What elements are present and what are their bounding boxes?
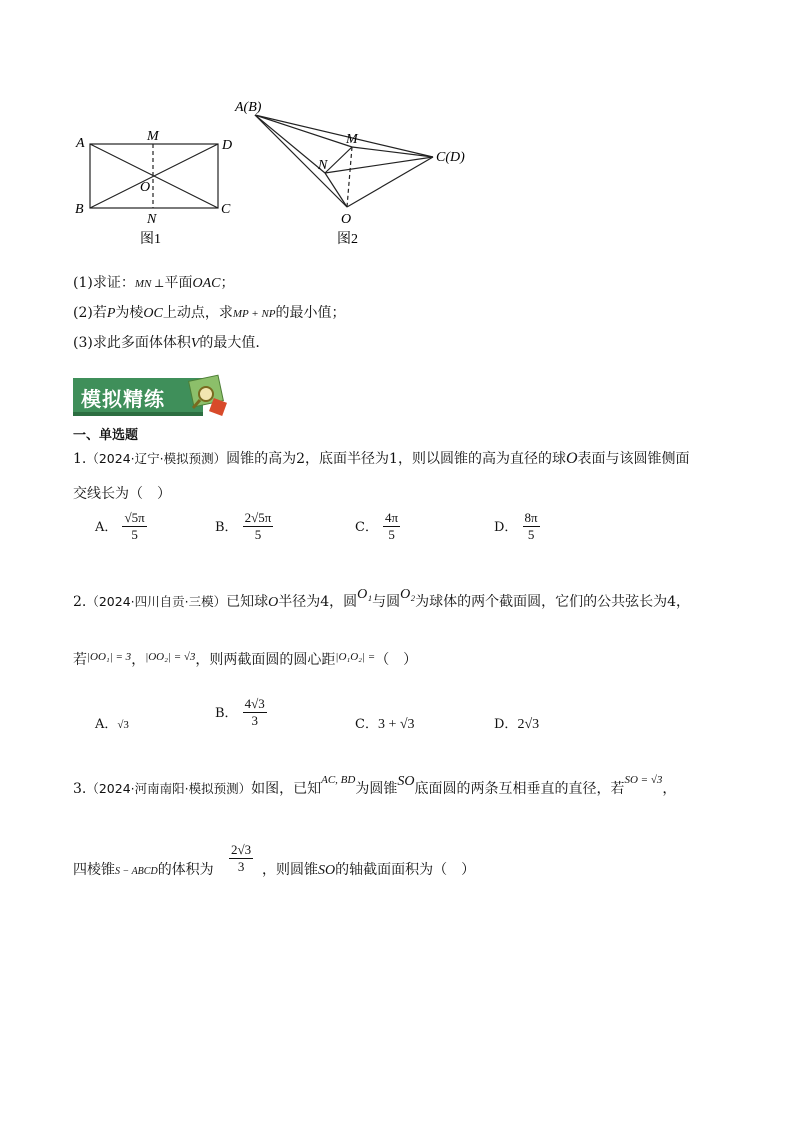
fig2-label-m: M (346, 132, 358, 147)
q2-option-b-fraction: $\frac{4√3}{3}$ (244, 696, 265, 728)
q1-option-b[interactable]: B． $\frac{2√5\pi}{5}$ (215, 510, 272, 542)
fig2-label-n: N (318, 158, 328, 173)
q2-option-d[interactable]: D．2√3 (494, 717, 540, 732)
fig1-label-d: D (222, 138, 233, 153)
fig2-label-o: O (341, 212, 352, 227)
fig1-label-c: C (221, 202, 231, 217)
fig2-label-cd: C(D) (436, 150, 465, 165)
fig2-caption: 图2 (337, 232, 358, 247)
practice-banner (73, 374, 235, 420)
question-part-3: (3)求此多面体体积V的最大值. (73, 335, 260, 351)
figure-1 (70, 125, 240, 250)
fig2-edge-ao (255, 115, 347, 207)
question-3-line-2-end: ，则圆锥SO的轴截面面积为（ ） (262, 862, 476, 878)
fig1-label-o: O (140, 180, 151, 195)
q2-option-b[interactable]: B． $\frac{4√3}{3}$ (215, 696, 265, 728)
section-title: 一、单选题 (73, 428, 139, 443)
fig1-label-m: M (147, 129, 159, 144)
figure-2 (230, 95, 480, 250)
question-3-line-2: 四棱锥S − ABCD的体积为 (73, 862, 214, 878)
q1-option-d[interactable]: D． $\frac{8\pi}{5}$ (494, 510, 538, 542)
q3-volume-fraction: $\frac{2√3}{3}$ (231, 842, 252, 874)
fig2-edge-mc (352, 147, 433, 157)
question-3-line-1: 3.（2024·河南南阳·模拟预测）如图，已知$^{AC, BD}$为圆锥SO底面圆的两条互相垂直的直径，若$^{SO = √3}$， (73, 774, 677, 797)
question-1-line-2: 交线长为（ ） (73, 486, 171, 502)
fig2-edge-acd (255, 115, 433, 157)
fig2-label-ab: A(B) (235, 100, 262, 115)
q1-option-a[interactable]: A． $\frac{√5\pi}{5}$ (95, 510, 145, 542)
q1-option-c[interactable]: C． $\frac{4\pi}{5}$ (355, 510, 399, 542)
question-part-1: (1)求证：MN ⊥平面OAC； (73, 275, 235, 291)
banner-title: 模拟精练 (81, 387, 165, 411)
q2-option-a[interactable]: A．√3 (95, 717, 129, 732)
fig2-edge-oc (347, 157, 433, 207)
q1-option-d-fraction: $\frac{8\pi}{5}$ (524, 510, 538, 542)
question-part-2: (2)若P为棱OC上动点，求MP + NP的最小值； (73, 305, 346, 321)
fig1-caption: 图1 (140, 232, 161, 247)
question-1-line-1: 1.（2024·辽宁·模拟预测）圆锥的高为2，底面半径为1，则以圆锥的高为直径的球O表面与该圆锥侧面 (73, 450, 690, 467)
fig1-label-b: B (75, 202, 84, 217)
fig2-edge-am (255, 115, 352, 147)
q1-option-a-fraction: $\frac{√5\pi}{5}$ (124, 510, 145, 542)
fig1-label-n: N (147, 212, 157, 227)
fig2-edge-nc (325, 157, 433, 173)
fig2-dashed-mo (347, 147, 352, 207)
question-2-line-2: 若$^{|OO_1| = 3}$，$^{|OO_2| = √3}$，则两截面圆的圆心距$^{|O_1O_2| =}$（ ） (73, 651, 418, 668)
q2-option-c[interactable]: C．3 + √3 (355, 717, 415, 732)
fig1-label-a: A (76, 136, 85, 151)
question-2-line-1: 2.（2024·四川自贡·三模）已知球O半径为4，圆O₁与圆O₂为球体的两个截面圆，它们的公共弦长为4， (73, 587, 691, 610)
q1-option-b-fraction: $\frac{2√5\pi}{5}$ (244, 510, 272, 542)
q1-option-c-fraction: $\frac{4\pi}{5}$ (385, 510, 399, 542)
fig2-edge-no (325, 173, 347, 207)
